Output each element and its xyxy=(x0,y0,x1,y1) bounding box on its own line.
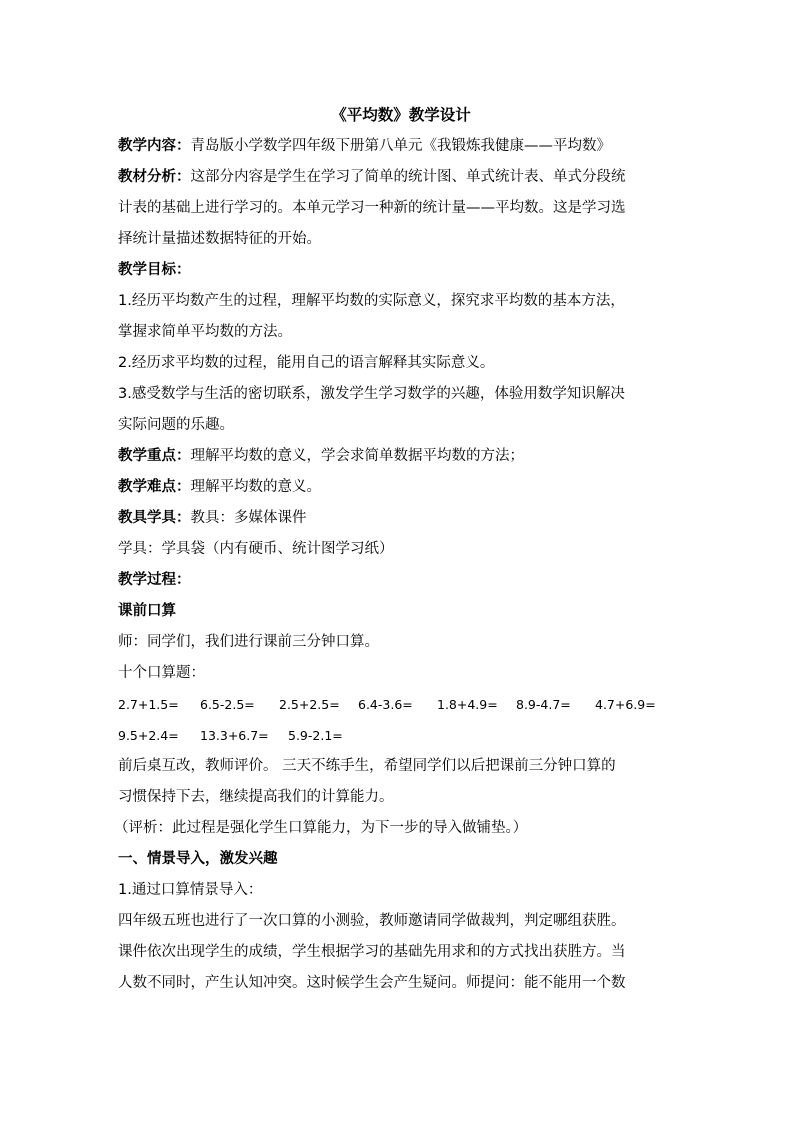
goal-3-line2: 实际问题的乐趣。 xyxy=(118,417,234,433)
problem-item: 8.9-4.7= xyxy=(516,697,571,712)
teaching-content xyxy=(118,131,684,162)
problems-row-1 xyxy=(118,689,684,720)
teaching-process-label: 教学过程： xyxy=(118,572,191,588)
goal-2: 2.经历求平均数的过程，能用自己的语言解释其实际意义。 xyxy=(118,355,495,371)
teaching-tools-text: 教具：多媒体课件 xyxy=(190,510,307,526)
material-analysis-line1: 这部分内容是学生在学习了简单的统计图、单式统计表、单式分段统 xyxy=(190,169,626,185)
section-1-line3: 人数不同时，产生认知冲突。这时候学生会产生疑问。师提问：能不能用一个数 xyxy=(118,975,626,991)
problem-item: 2.7+1.5= xyxy=(118,697,179,712)
section-1-heading: 一、情景导入，激发兴趣 xyxy=(118,851,278,867)
section-1-line1: 四年级五班也进行了一次口算的小测验，教师邀请同学做裁判，判定哪组获胜。 xyxy=(118,913,626,929)
teaching-tools xyxy=(118,503,684,534)
material-analysis-label: 教材分析： xyxy=(118,169,191,185)
problem-item: 5.9-2.1= xyxy=(288,728,343,743)
problem-item: 9.5+2.4= xyxy=(118,728,179,743)
after-calc-line2: 习惯保持下去，继续提高我们的计算能力。 xyxy=(118,789,394,805)
goal-1-line2: 掌握求简单平均数的方法。 xyxy=(118,324,292,340)
key-point-label: 教学重点： xyxy=(118,448,191,464)
key-point-text: 理解平均数的意义，学会求简单数据平均数的方法； xyxy=(190,448,524,464)
difficulty xyxy=(118,472,684,503)
teacher-line: 师：同学们，我们进行课前三分钟口算。 xyxy=(118,634,379,650)
oral-calc-heading: 课前口算 xyxy=(118,603,176,619)
problem-item: 6.4-3.6= xyxy=(358,697,413,712)
teaching-tools-label: 教具学具： xyxy=(118,510,191,526)
after-calc-line1: 前后桌互改，教师评价。 三天不练手生，希望同学们以后把课前三分钟口算的 xyxy=(118,758,616,774)
problem-item: 6.5-2.5= xyxy=(200,697,255,712)
difficulty-text: 理解平均数的意义。 xyxy=(190,479,321,495)
goal-1-line1: 1.经历平均数产生的过程，理解平均数的实际意义，探究求平均数的基本方法， xyxy=(118,293,625,309)
teaching-content-text: 青岛版小学数学四年级下册第八单元《我锻炼我健康——平均数》 xyxy=(190,138,611,154)
material-analysis xyxy=(118,162,684,193)
teaching-goals-label: 教学目标： xyxy=(118,262,191,278)
difficulty-label: 教学难点： xyxy=(118,479,191,495)
problem-item: 2.5+2.5= xyxy=(279,697,340,712)
problem-item: 13.3+6.7= xyxy=(200,728,269,743)
document-page xyxy=(114,100,684,999)
problem-item: 1.8+4.9= xyxy=(437,697,498,712)
problem-item: 4.7+6.9= xyxy=(595,697,656,712)
problems-row-2 xyxy=(118,720,684,751)
page-title: 《平均数》教学设计 xyxy=(331,106,471,124)
ten-problems-label: 十个口算题： xyxy=(118,665,205,681)
material-analysis-line2: 计表的基础上进行学习的。本单元学习一种新的统计量——平均数。这是学习选 xyxy=(118,200,626,216)
comment-note: （评析：此过程是强化学生口算能力，为下一步的导入做铺垫。） xyxy=(114,820,528,836)
section-1-line2: 课件依次出现学生的成绩，学生根据学习的基础先用求和的方式找出获胜方。当 xyxy=(118,944,626,960)
material-analysis-line3: 择统计量描述数据特征的开始。 xyxy=(118,231,321,247)
teaching-content-label: 教学内容： xyxy=(118,138,191,154)
section-1-sub: 1.通过口算情景导入： xyxy=(118,882,263,898)
goal-3-line1: 3.感受数学与生活的密切联系，激发学生学习数学的兴趣，体验用数学知识解决 xyxy=(118,386,625,402)
key-point xyxy=(118,441,684,472)
student-tools: 学具：学具袋（内有硬币、统计图学习纸） xyxy=(118,541,394,557)
